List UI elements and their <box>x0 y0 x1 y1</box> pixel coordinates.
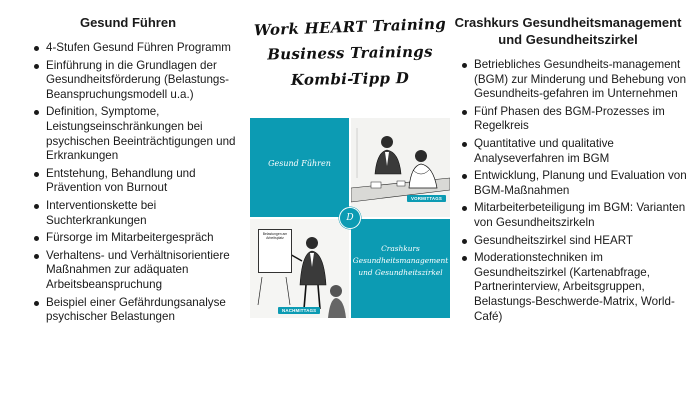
right-list <box>446 58 690 324</box>
training-grid <box>250 118 450 318</box>
list-item: Fürsorge im Mitarbeitergespräch <box>32 231 250 246</box>
list-item: Verhaltens- und Verhältnisorientiere Maßnahmen zur adäquaten Arbeitsbeanspruchung <box>32 249 250 293</box>
list-item: Entstehung, Behandlung und Prävention von Burnout <box>32 167 250 196</box>
list-item: Einführung in die Grundlagen der Gesundheitsförderung (Belastungs-Beanspruchungsmodell u.a.) <box>32 59 250 103</box>
right-title: Crashkurs Gesundheitsmanagement und Gesundheitszirkel <box>454 15 682 47</box>
vormittags-badge: VORMITTAGS <box>407 195 446 202</box>
heading-line-1: Work HEART Training <box>253 14 447 40</box>
kombi-badge: D <box>339 207 361 229</box>
list-item: Moderationstechniken im Gesundheitszirkel (Kartenabfrage, Partnerinterview, Arbeitsgruppen, Belastungs-Beschwerde-Matrix, World-Café) <box>460 251 690 324</box>
nachmittags-badge: NACHMITTAGS <box>278 307 320 314</box>
quad-label-gesund-fuehren: Gesund Führen <box>268 159 331 168</box>
heading-line-2: Business Trainings <box>267 42 433 64</box>
left-title: Gesund Führen <box>79 15 177 30</box>
heading-line-3: Kombi-Tipp D <box>290 68 410 90</box>
center-panel <box>250 14 450 410</box>
list-item: Fünf Phasen des BGM-Prozesses im Regelkreis <box>460 105 690 134</box>
left-column <box>18 14 250 328</box>
list-item: Mitarbeiterbeteiligung im BGM: Varianten von Gesundheitszirkeln <box>460 201 690 230</box>
list-item: Beispiel einer Gefährdungsanalyse psychischer Belastungen <box>32 296 250 325</box>
presentation-illustration <box>250 219 349 318</box>
list-item: Betriebliches Gesundheits-management (BGM) zur Minderung und Behebung von Gesundheits-gefahren im Unternehmen <box>460 58 690 102</box>
meeting-sketch-icon <box>351 118 450 217</box>
left-list <box>18 41 250 325</box>
list-item: Quantitative und qualitative Analyseverfahren im BGM <box>460 137 690 166</box>
list-item: Gesundheitszirkel sind HEART <box>460 234 690 249</box>
list-item: Entwicklung, Planung und Evaluation von BGM-Maßnahmen <box>460 169 690 198</box>
quad-gesund-fuehren <box>250 118 349 217</box>
flipchart <box>258 229 292 273</box>
center-heading <box>250 14 450 92</box>
quad-crashkurs <box>351 219 450 318</box>
meeting-illustration <box>351 118 450 217</box>
list-item: 4-Stufen Gesund Führen Programm <box>32 41 250 56</box>
quad-label-crashkurs: Crashkurs Gesundheitsmanagement und Gesundheitszirkel <box>352 244 449 277</box>
list-item: Definition, Symptome, Leistungseinschränkungen bei psychischen Beeinträchtigungen und Erkrankungen <box>32 105 250 163</box>
list-item: Interventionskette bei Suchterkrankungen <box>32 199 250 228</box>
flipchart-label: Belastungen am Arbeitsplatz <box>262 232 288 240</box>
right-column <box>446 14 690 327</box>
